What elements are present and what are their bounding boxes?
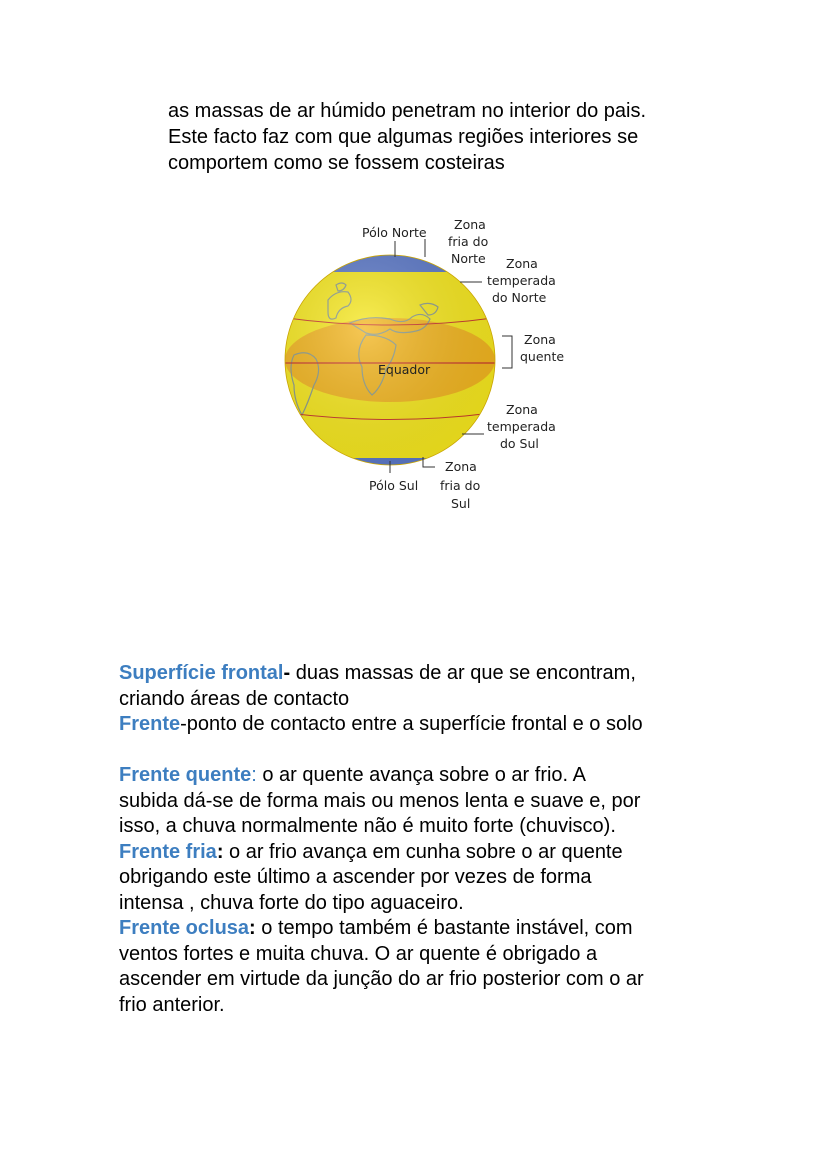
definition-text: -ponto de contacto entre a superfície frontal e o solo xyxy=(180,713,643,735)
definition-text: subida dá-se de forma mais ou menos lenta e suave e, por xyxy=(119,789,641,812)
label-zona-fria-sul-1: Zona xyxy=(445,459,477,474)
term-separator: : xyxy=(249,917,256,939)
label-zona-temperada-norte-3: do Norte xyxy=(492,290,547,305)
definition-text: isso, a chuva normalmente não é muito forte (chuvisco). xyxy=(119,815,616,837)
frente-oclusa-line-1 xyxy=(119,916,739,942)
definition-text: o ar frio avança em cunha sobre o ar quente xyxy=(223,840,623,863)
label-equador: Equador xyxy=(378,362,431,377)
term-frente-oclusa: Frente oclusa xyxy=(119,917,250,939)
paragraph-gap xyxy=(119,738,739,764)
label-zona-temperada-sul-1: Zona xyxy=(506,402,538,417)
intro-line: Este facto faz com que algumas regiões interiores se xyxy=(168,126,639,148)
label-zona-quente-1: Zona xyxy=(524,332,556,347)
label-zona-fria-sul-3: Sul xyxy=(451,496,471,511)
label-zona-quente-2: quente xyxy=(520,349,565,364)
label-zona-temperada-norte-2: temperada xyxy=(487,273,556,288)
fronts-explanation xyxy=(119,661,739,1018)
definition-text: ventos fortes e muita chuva. O ar quente é obrigado a xyxy=(119,942,598,965)
intro-paragraph xyxy=(168,98,768,176)
label-zona-temperada-sul-2: temperada xyxy=(487,419,556,434)
frente-quente-line-1 xyxy=(119,763,739,789)
label-zona-temperada-sul-3: do Sul xyxy=(500,436,539,451)
label-zona-fria-norte-2: fria do xyxy=(448,234,489,249)
intro-line: comportem como se fossem costeiras xyxy=(168,152,505,174)
definition-text: intensa , chuva forte do tipo aguaceiro. xyxy=(119,891,464,914)
term-frente: Frente xyxy=(119,713,181,735)
label-zona-temperada-norte-1: Zona xyxy=(506,256,538,271)
superficie-frontal-line-1 xyxy=(119,661,739,687)
term-separator: - xyxy=(283,662,291,684)
intro-line: as massas de ar húmido penetram no interior do pais. xyxy=(168,100,647,122)
term-separator: : xyxy=(251,764,257,786)
label-zona-fria-norte-3: Norte xyxy=(451,251,486,266)
label-polo-sul: Pólo Sul xyxy=(369,478,419,493)
label-zona-fria-norte-1: Zona xyxy=(454,217,486,232)
definition-text: duas massas de ar que se encontram, xyxy=(290,662,636,684)
definition-text: ascender em virtude da junção do ar frio posterior com o ar xyxy=(119,968,644,990)
climate-zones-globe-figure xyxy=(270,205,590,525)
frente-line xyxy=(119,712,739,738)
definition-text: frio anterior. xyxy=(119,993,225,1016)
globe-diagram xyxy=(270,205,590,525)
term-frente-fria: Frente fria xyxy=(119,840,217,863)
definition-text: o ar quente avança sobre o ar frio. A xyxy=(256,764,586,786)
definition-text: o tempo também é bastante instável, com xyxy=(255,917,633,939)
globe xyxy=(280,250,500,470)
definition-text: criando áreas de contacto xyxy=(119,687,350,710)
definition-text: obrigando este último a ascender por vezes de forma xyxy=(119,866,592,888)
label-zona-fria-sul-2: fria do xyxy=(440,478,481,493)
term-superficie-frontal: Superfície frontal xyxy=(119,662,284,684)
term-separator: : xyxy=(216,840,224,863)
frente-fria-line-1 xyxy=(119,840,739,866)
label-polo-norte: Pólo Norte xyxy=(362,225,427,240)
term-frente-quente: Frente quente xyxy=(119,764,252,786)
